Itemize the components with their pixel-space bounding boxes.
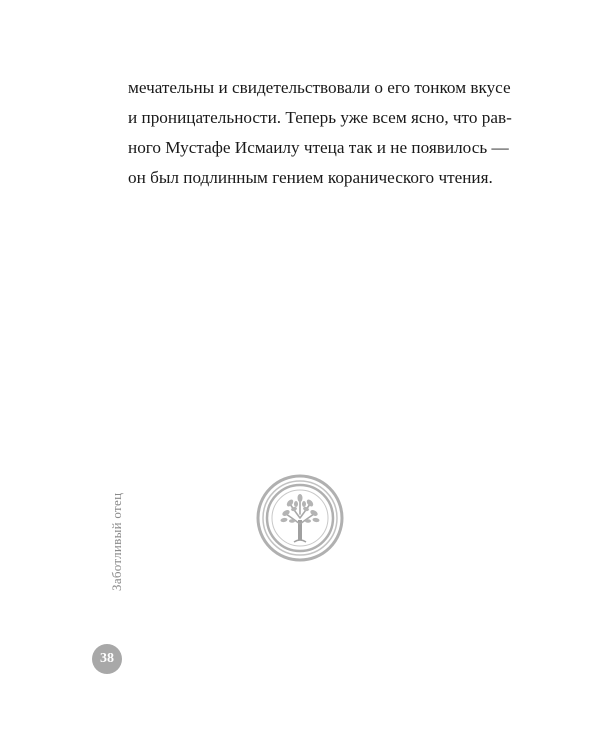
running-head-text: Заботливый отец: [109, 492, 124, 591]
text-line: и проницательности. Теперь уже всем ясно, что рав-: [128, 108, 512, 127]
text-line: ного Мустафе Исмаилу чтеца так и не появилось —: [128, 138, 509, 157]
text-line: он был подлинным гением коранического чтения.: [128, 168, 493, 187]
body-paragraph: [128, 73, 512, 193]
tree-medallion-icon: [256, 474, 344, 562]
text-line: мечательны и свидетельствовали о его тонком вкусе: [128, 78, 511, 97]
page-number-badge: 38: [92, 644, 122, 674]
